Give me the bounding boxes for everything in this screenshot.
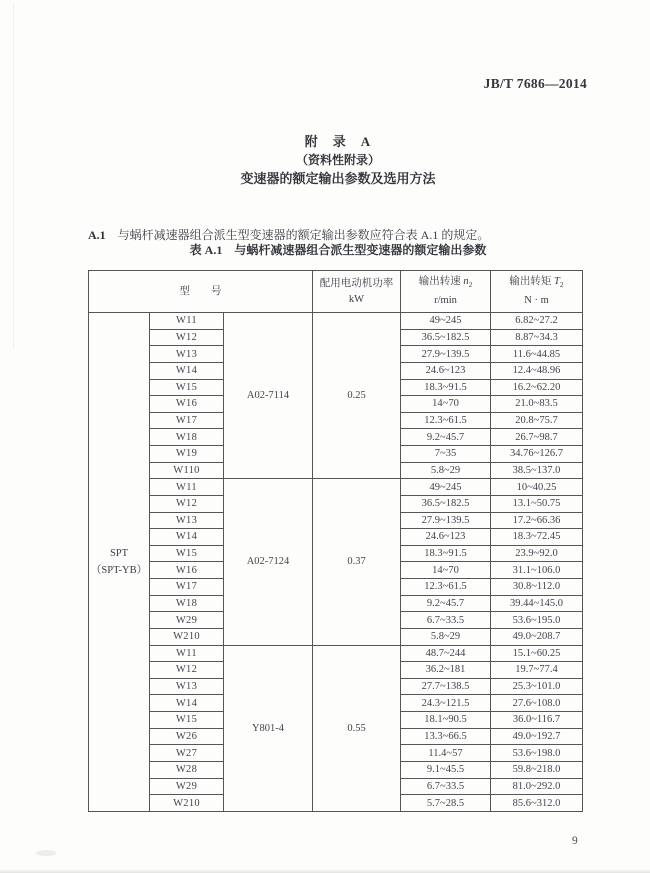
- model-code-cell: W16: [150, 396, 224, 413]
- model-code-cell: W12: [150, 662, 224, 679]
- page-number: 9: [572, 835, 578, 847]
- output-torque-cell: 36.0~116.7: [491, 712, 583, 729]
- motor-model-cell: A02-7114: [224, 313, 313, 479]
- table-header-row: [89, 271, 583, 313]
- output-speed-cell: 7~35: [401, 446, 491, 463]
- appendix-subtitle: （资料性附录）: [295, 153, 380, 167]
- model-code-cell: W13: [150, 512, 224, 529]
- output-speed-cell: 18.3~91.5: [401, 545, 491, 562]
- output-torque-cell: 11.6~44.85: [491, 346, 583, 363]
- output-torque-cell: 27.6~108.0: [491, 695, 583, 712]
- output-speed-cell: 5.8~29: [401, 462, 491, 479]
- header-output-speed-symbol: n: [463, 275, 469, 287]
- model-code-cell: W15: [150, 379, 224, 396]
- output-speed-cell: 27.7~138.5: [401, 678, 491, 695]
- output-speed-cell: 24.3~121.5: [401, 695, 491, 712]
- model-code-cell: W210: [150, 628, 224, 645]
- model-code-cell: W15: [150, 712, 224, 729]
- output-torque-cell: 81.0~292.0: [491, 778, 583, 795]
- output-speed-cell: 5.8~29: [401, 628, 491, 645]
- model-code-cell: W26: [150, 728, 224, 745]
- output-speed-cell: 36.5~182.5: [401, 329, 491, 346]
- output-torque-cell: 15.1~60.25: [491, 645, 583, 662]
- output-torque-cell: 26.7~98.7: [491, 429, 583, 446]
- output-speed-cell: 49~245: [401, 479, 491, 496]
- output-torque-cell: 85.6~312.0: [491, 795, 583, 812]
- model-code-cell: W13: [150, 346, 224, 363]
- output-torque-cell: 12.4~48.96: [491, 362, 583, 379]
- header-output-torque-cn: 输出转矩: [509, 275, 552, 287]
- header-output-torque: [491, 271, 583, 313]
- model-code-cell: W13: [150, 678, 224, 695]
- appendix-heading: 变速器的额定输出参数及选用方法: [240, 171, 436, 186]
- output-speed-cell: 11.4~57: [401, 745, 491, 762]
- output-speed-cell: 14~70: [401, 396, 491, 413]
- output-torque-cell: 6.82~27.2: [491, 313, 583, 330]
- header-output-speed-unit: r/min: [434, 295, 457, 307]
- output-torque-cell: 59.8~218.0: [491, 761, 583, 778]
- table-row: [89, 645, 583, 662]
- model-code-cell: W110: [150, 462, 224, 479]
- output-torque-cell: 19.7~77.4: [491, 662, 583, 679]
- model-code-cell: W27: [150, 745, 224, 762]
- output-torque-cell: 49.0~192.7: [491, 728, 583, 745]
- model-code-cell: W18: [150, 595, 224, 612]
- table-body: [89, 313, 583, 812]
- group-label-line2: （SPT-YB）: [90, 565, 148, 576]
- output-torque-cell: 53.6~195.0: [491, 612, 583, 629]
- output-speed-cell: 27.9~139.5: [401, 346, 491, 363]
- appendix-title-block: [0, 133, 650, 188]
- model-code-cell: W29: [150, 778, 224, 795]
- clause-number: A.1: [88, 228, 106, 242]
- standard-number: JB/T 7686—2014: [483, 76, 587, 91]
- header-output-torque-subscript: 2: [559, 280, 564, 290]
- output-torque-cell: 34.76~126.7: [491, 446, 583, 463]
- model-code-cell: W18: [150, 429, 224, 446]
- output-torque-cell: 20.8~75.7: [491, 412, 583, 429]
- output-speed-cell: 13.3~66.5: [401, 728, 491, 745]
- output-speed-cell: 12.3~61.5: [401, 579, 491, 596]
- output-speed-cell: 27.9~139.5: [401, 512, 491, 529]
- model-code-cell: W19: [150, 446, 224, 463]
- output-speed-cell: 5.7~28.5: [401, 795, 491, 812]
- appendix-title: 附 录 A: [304, 134, 372, 149]
- output-torque-cell: 16.2~62.20: [491, 379, 583, 396]
- header-output-torque-unit: N · m: [524, 295, 549, 307]
- model-code-cell: W16: [150, 562, 224, 579]
- model-code-cell: W28: [150, 761, 224, 778]
- motor-model-cell: Y801-4: [224, 645, 313, 812]
- output-speed-cell: 9.2~45.7: [401, 429, 491, 446]
- output-torque-cell: 18.3~72.45: [491, 529, 583, 546]
- header-output-speed: [401, 271, 491, 313]
- output-torque-cell: 49.0~208.7: [491, 628, 583, 645]
- output-speed-cell: 9.1~45.5: [401, 761, 491, 778]
- model-code-cell: W11: [150, 313, 224, 330]
- output-torque-cell: 8.87~34.3: [491, 329, 583, 346]
- output-speed-cell: 12.3~61.5: [401, 412, 491, 429]
- output-torque-cell: 53.6~198.0: [491, 745, 583, 762]
- model-group-cell: [89, 313, 150, 812]
- motor-model-cell: A02-7124: [224, 479, 313, 645]
- output-speed-cell: 6.7~33.5: [401, 778, 491, 795]
- output-speed-cell: 18.1~90.5: [401, 712, 491, 729]
- header-output-torque-name: [491, 274, 582, 293]
- output-speed-cell: 49~245: [401, 313, 491, 330]
- table-row: [89, 479, 583, 496]
- output-torque-cell: 39.44~145.0: [491, 595, 583, 612]
- header-model: 型 号: [89, 271, 313, 313]
- header-motor-power-name: 配用电动机功率: [319, 277, 394, 289]
- table-header: [89, 271, 583, 313]
- table-row: [89, 313, 583, 330]
- output-speed-cell: 24.6~123: [401, 362, 491, 379]
- output-torque-cell: 25.3~101.0: [491, 678, 583, 695]
- table-caption: 表 A.1 与蜗杆减速器组合派生型变速器的额定输出参数: [189, 243, 487, 257]
- output-torque-cell: 30.8~112.0: [491, 579, 583, 596]
- output-speed-cell: 24.6~123: [401, 529, 491, 546]
- model-code-cell: W14: [150, 695, 224, 712]
- model-code-cell: W17: [150, 579, 224, 596]
- header-output-torque-symbol: T: [554, 275, 560, 287]
- output-speed-cell: 6.7~33.5: [401, 612, 491, 629]
- header-motor-power-unit: kW: [348, 293, 365, 305]
- output-torque-cell: 31.1~106.0: [491, 562, 583, 579]
- model-code-cell: W12: [150, 495, 224, 512]
- output-torque-cell: 38.5~137.0: [491, 462, 583, 479]
- output-speed-cell: 48.7~244: [401, 645, 491, 662]
- output-speed-cell: 9.2~45.7: [401, 595, 491, 612]
- header-output-speed-name: [401, 274, 490, 293]
- motor-power-cell: 0.37: [313, 479, 401, 645]
- output-torque-cell: 23.9~92.0: [491, 545, 583, 562]
- header-output-speed-subscript: 2: [468, 280, 473, 290]
- scan-artifact-bottom-edge: [0, 869, 650, 873]
- output-speed-cell: 36.5~182.5: [401, 495, 491, 512]
- model-code-cell: W29: [150, 612, 224, 629]
- output-speed-cell: 36.2~181: [401, 662, 491, 679]
- model-code-cell: W12: [150, 329, 224, 346]
- model-code-cell: W11: [150, 645, 224, 662]
- model-code-cell: W210: [150, 795, 224, 812]
- model-code-cell: W14: [150, 362, 224, 379]
- output-torque-cell: 13.1~50.75: [491, 495, 583, 512]
- motor-power-cell: 0.25: [313, 313, 401, 479]
- output-torque-cell: 17.2~66.36: [491, 512, 583, 529]
- output-torque-cell: 21.0~83.5: [491, 396, 583, 413]
- scan-artifact-smudge: [36, 850, 56, 856]
- rated-output-table: [88, 270, 583, 812]
- group-label-line1: SPT: [109, 548, 129, 559]
- header-motor-power: [313, 271, 401, 313]
- output-speed-cell: 18.3~91.5: [401, 379, 491, 396]
- model-code-cell: W15: [150, 545, 224, 562]
- model-code-cell: W14: [150, 529, 224, 546]
- clause-text: 与蜗杆减速器组合派生型变速器的额定输出参数应符合表 A.1 的规定。: [117, 228, 490, 242]
- model-code-cell: W17: [150, 412, 224, 429]
- motor-power-cell: 0.55: [313, 645, 401, 812]
- model-code-cell: W11: [150, 479, 224, 496]
- output-torque-cell: 10~40.25: [491, 479, 583, 496]
- header-output-speed-cn: 输出转速: [418, 275, 461, 287]
- output-speed-cell: 14~70: [401, 562, 491, 579]
